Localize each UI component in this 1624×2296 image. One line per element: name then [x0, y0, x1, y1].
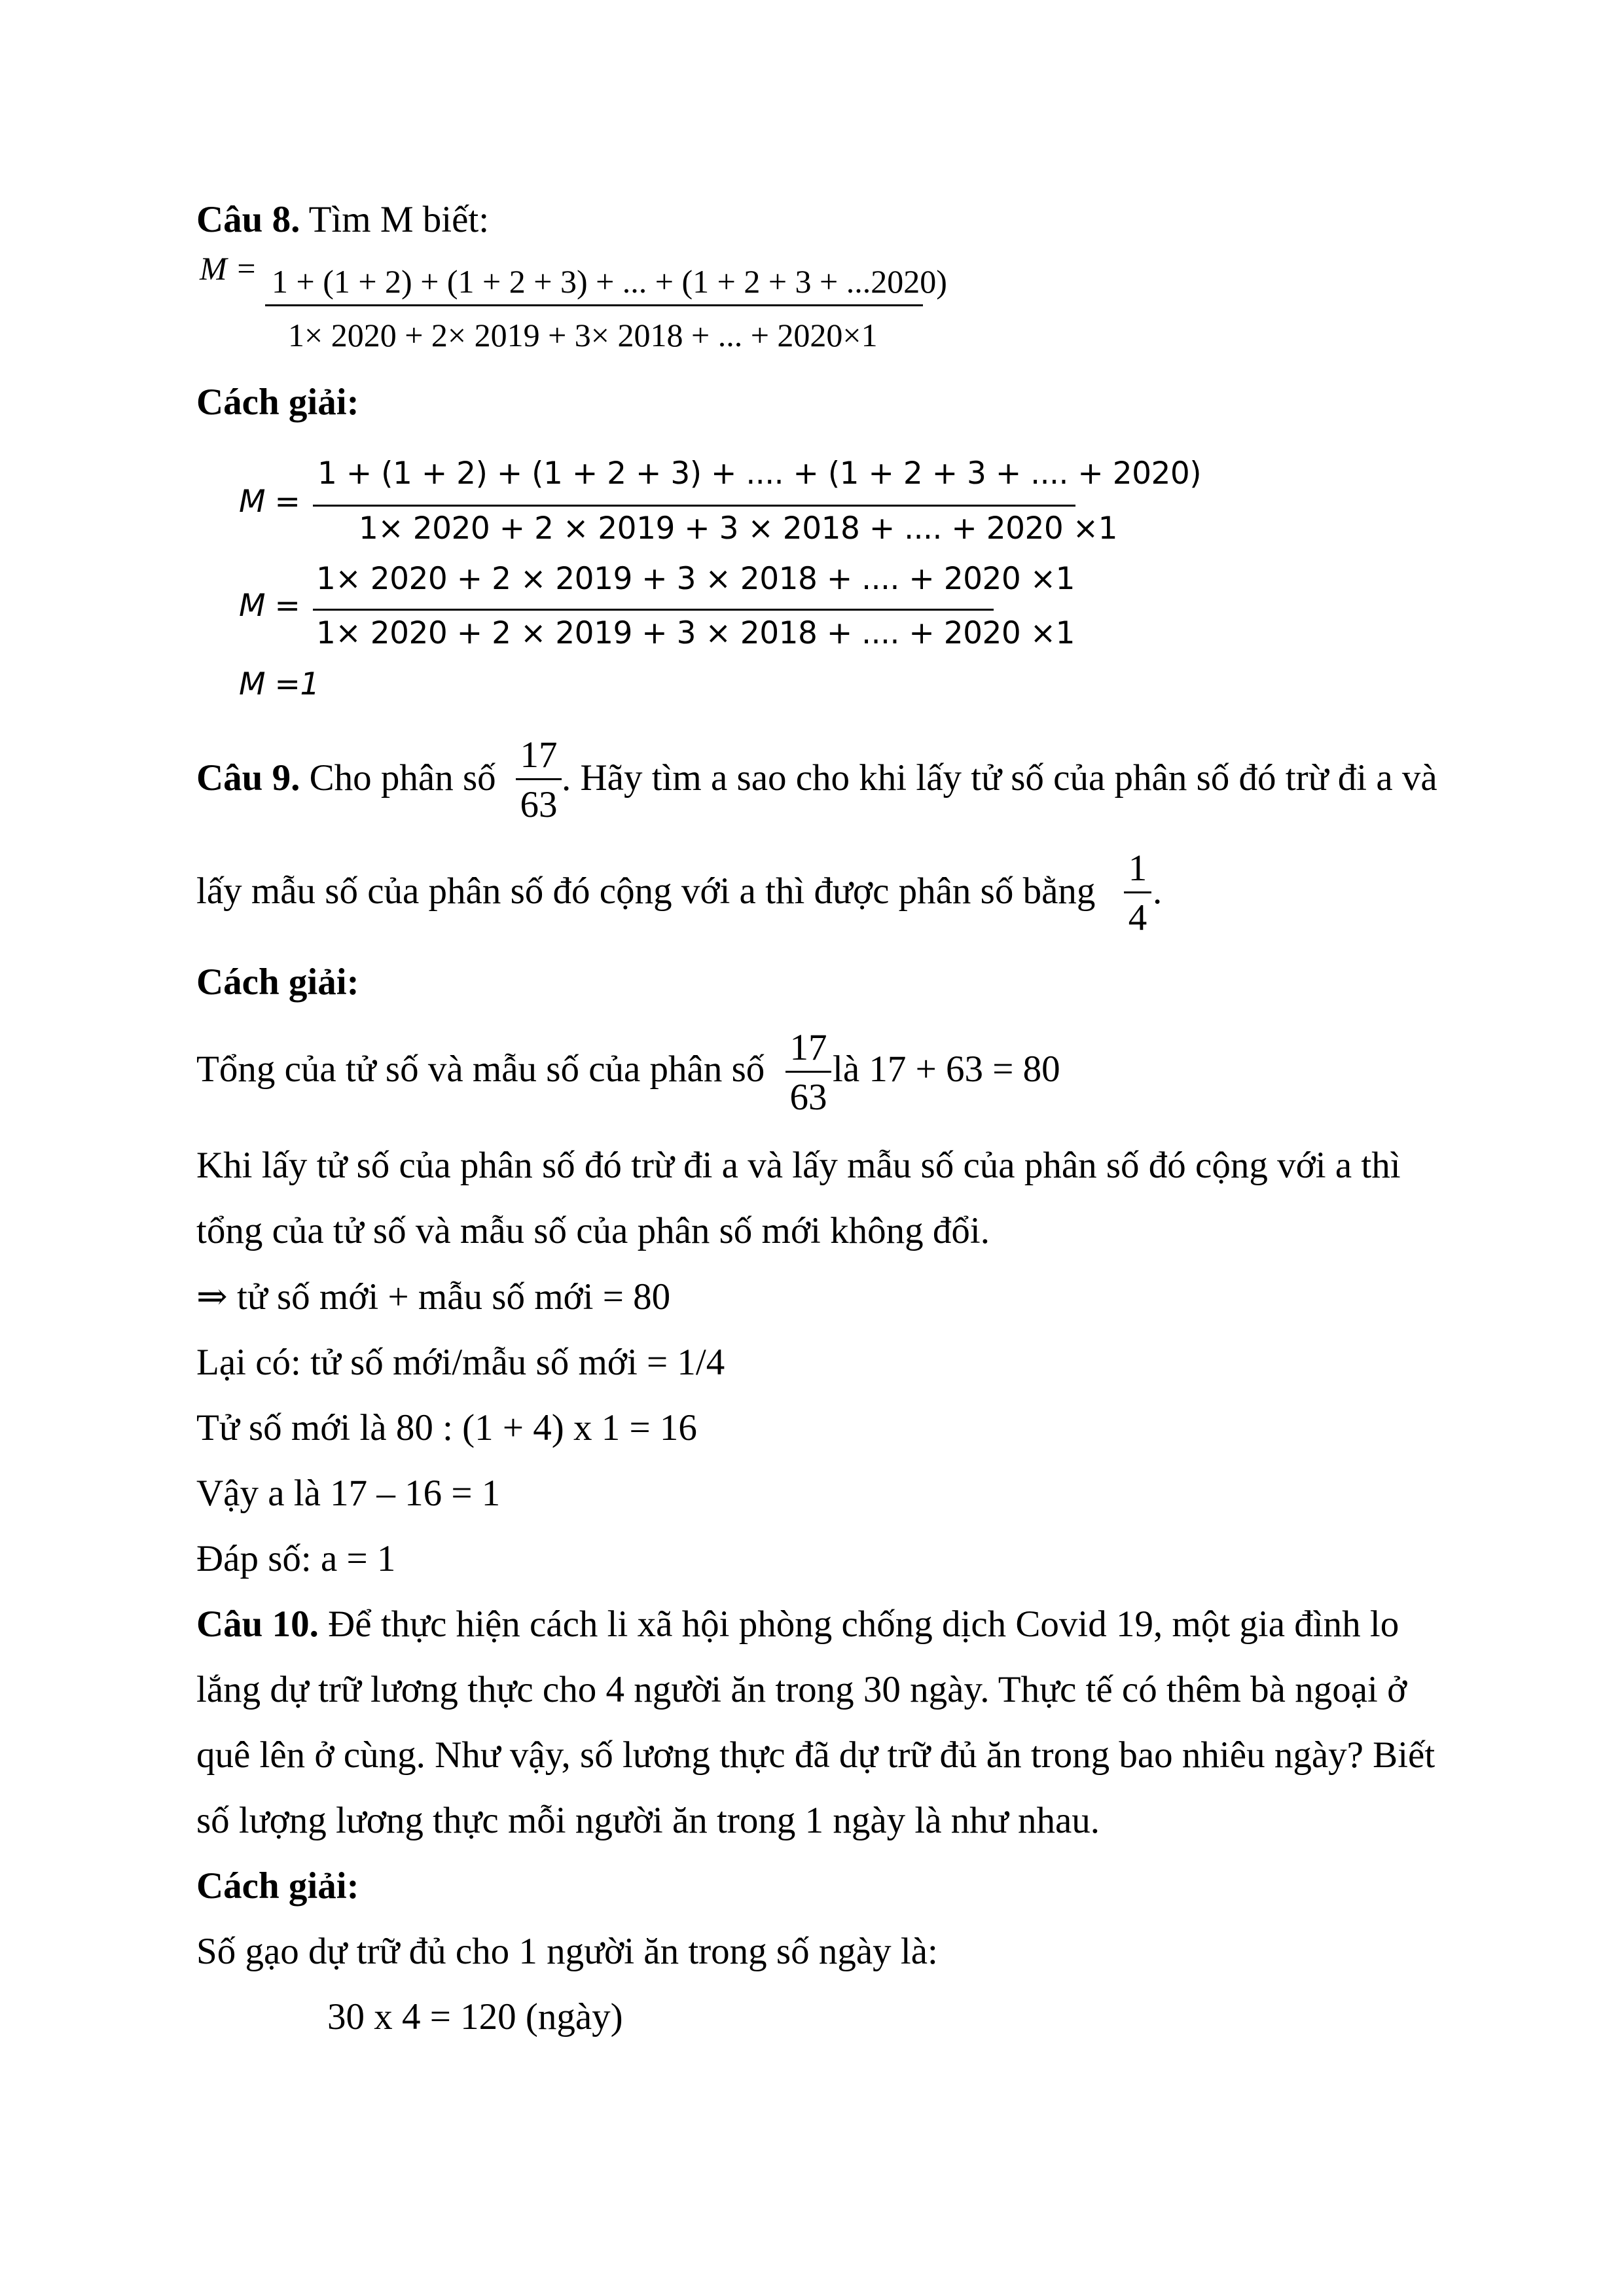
q9-sol-line3: tổng của tử số và mẫu số của phân số mới không đổi.	[196, 1210, 990, 1251]
q9-label: Câu 9.	[196, 757, 300, 798]
q9-sol-line1-a: Tổng của tử số và mẫu số của phân số	[196, 1049, 765, 1090]
q10-line1-text: Để thực hiện cách li xã hội phòng chống dịch Covid 19, một gia đình lo	[318, 1604, 1399, 1645]
q9-sol-line6: Tử số mới là 80 : (1 + 4) x 1 = 16	[196, 1407, 697, 1448]
q9-fraction-denominator: 63	[520, 784, 558, 825]
q9-sol-fraction-denominator: 63	[789, 1077, 827, 1118]
q8-text: Tìm M biết:	[300, 199, 490, 240]
q10-line4: số lượng lương thực mỗi người ăn trong 1 ngày là như nhau.	[196, 1800, 1100, 1841]
q9-fraction-bar	[516, 778, 562, 780]
q8-sol-line1-lhs: M =	[239, 484, 300, 520]
q8-sol-line3: M =1	[239, 666, 319, 702]
q9-fraction	[516, 734, 562, 825]
q8-label: Câu 8.	[196, 199, 300, 240]
q9-fraction2-denominator: 4	[1128, 897, 1147, 939]
q9-text-c: lấy mẫu số của phân số đó cộng với a thì được phân số bằng	[196, 870, 1096, 912]
q9-sol-line1-b: là 17 + 63 = 80	[833, 1049, 1060, 1090]
q8-sol-line1-numerator: 1 + (1 + 2) + (1 + 2 + 3) + .... + (1 + 2 + 3 + .... + 2020)	[317, 456, 1202, 492]
q9-fraction2	[1124, 848, 1151, 939]
q9-sol-line8: Đáp số: a = 1	[196, 1538, 396, 1579]
q9-text-d: .	[1153, 870, 1163, 912]
q8-sol-line1-bar	[313, 505, 1075, 507]
q9-sol-line4: ⇒ tử số mới + mẫu số mới = 80	[196, 1276, 671, 1318]
q10-line1	[196, 1605, 1399, 1643]
q8-sol-line1-denominator: 1× 2020 + 2 × 2019 + 3 × 2018 + .... + 2020 ×1	[359, 511, 1118, 547]
q9-sol-fraction-bar	[785, 1071, 831, 1073]
q9-sol-line5: Lại có: tử số mới/mẫu số mới = 1/4	[196, 1342, 725, 1383]
q8-sol-line2-numerator: 1× 2020 + 2 × 2019 + 3 × 2018 + .... + 2020 ×1	[316, 561, 1075, 597]
q8-denominator: 1× 2020 + 2× 2019 + 3× 2018 + ... + 2020×1	[288, 317, 878, 353]
q10-line2: lắng dự trữ lương thực cho 4 người ăn trong 30 ngày. Thực tế có thêm bà ngoại ở	[196, 1669, 1407, 1710]
q9-fraction2-numerator: 1	[1128, 848, 1147, 889]
q8-lhs: M =	[200, 250, 257, 287]
q9-fraction-numerator: 17	[520, 734, 558, 776]
q10-line3: quê lên ở cùng. Như vậy, số lương thực đã dự trữ đủ ăn trong bao nhiêu ngày? Biết	[196, 1734, 1435, 1776]
q10-sol-line1: Số gạo dự trữ đủ cho 1 người ăn trong số ngày là:	[196, 1931, 938, 1972]
q8-sol-line2-lhs: M =	[239, 588, 300, 624]
q9-text-a: Cho phân số	[300, 757, 496, 798]
q9-sol-fraction-numerator: 17	[789, 1027, 827, 1068]
q9-sol-line7: Vậy a là 17 – 16 = 1	[196, 1473, 501, 1514]
q9-fraction2-bar	[1124, 891, 1151, 893]
q9-solution-heading: Cách giải:	[196, 961, 359, 1003]
q9-sol-fraction	[785, 1027, 831, 1118]
q8-sol-line2-denominator: 1× 2020 + 2 × 2019 + 3 × 2018 + .... + 2020 ×1	[316, 615, 1075, 651]
q8-numerator: 1 + (1 + 2) + (1 + 2 + 3) + ... + (1 + 2 + 3 + ...2020)	[272, 263, 947, 300]
q10-solution-heading: Cách giải:	[196, 1865, 359, 1907]
q8-fraction-bar	[265, 304, 923, 306]
q9-line1-a	[196, 759, 496, 797]
q8-sol-line2-bar	[313, 609, 994, 611]
q8-solution-heading: Cách giải:	[196, 382, 359, 423]
q8-heading	[196, 201, 489, 238]
q10-sol-line2: 30 x 4 = 120 (ngày)	[327, 1996, 623, 2037]
q9-text-b: . Hãy tìm a sao cho khi lấy tử số của phân số đó trừ đi a và	[562, 757, 1437, 798]
q10-label: Câu 10.	[196, 1604, 319, 1645]
q9-sol-line2: Khi lấy tử số của phân số đó trừ đi a và lấy mẫu số của phân số đó cộng với a thì	[196, 1145, 1401, 1186]
